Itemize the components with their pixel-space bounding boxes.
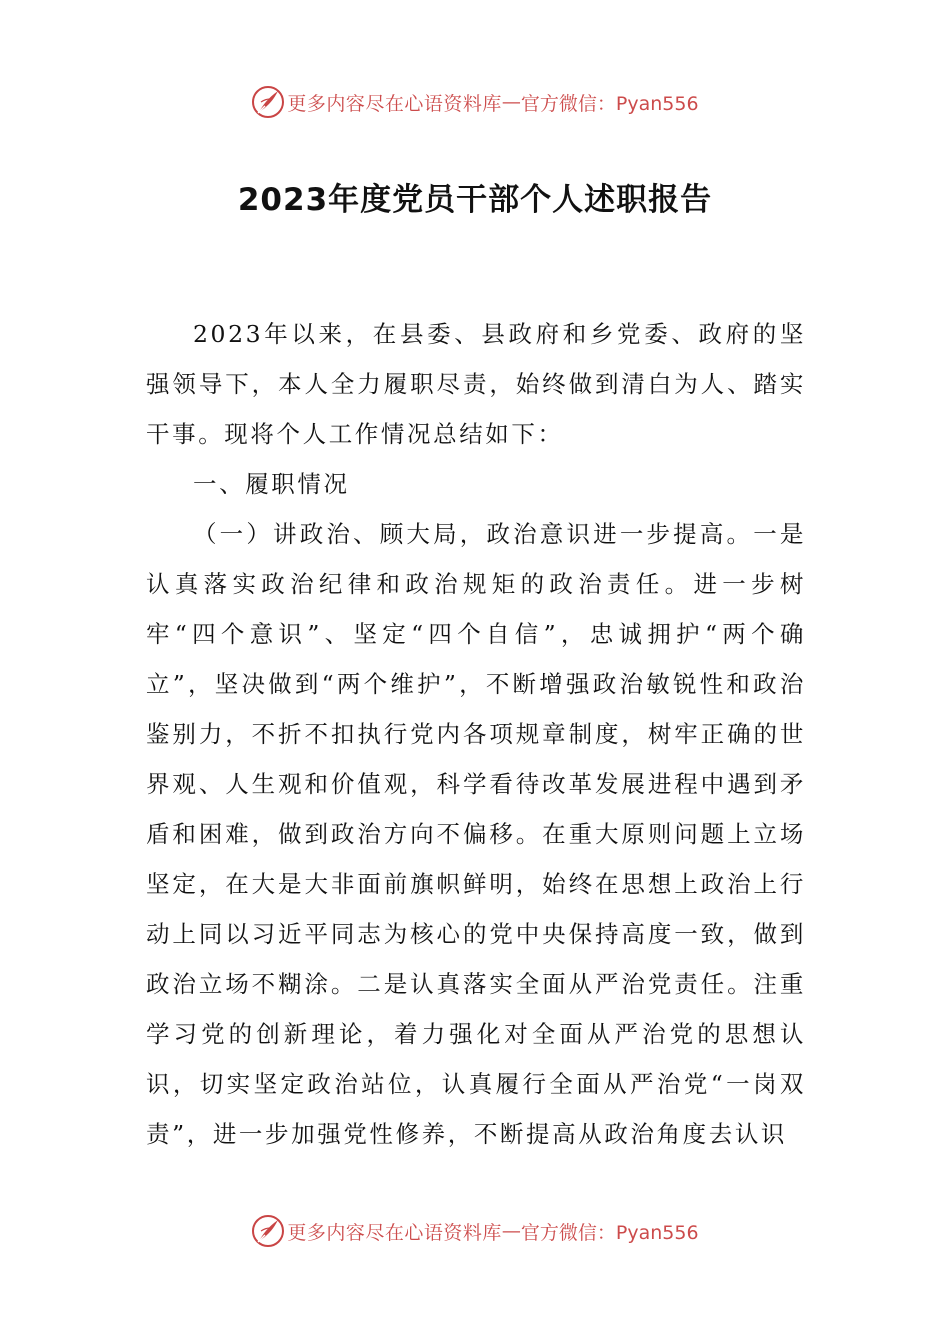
watermark-text: 更多内容尽在心语资料库 — [287, 92, 502, 115]
paragraph-intro: 2023年以来，在县委、县政府和乡党委、政府的坚强领导下，本人全力履职尽责，始终做到清白为人、踏实干事。现将个人工作情况总结如下： — [146, 320, 806, 448]
footer-watermark — [0, 1211, 950, 1251]
quill-logo-icon — [251, 1214, 285, 1248]
header-watermark — [0, 82, 950, 122]
quill-logo-icon — [251, 85, 285, 119]
section-heading: 一、履职情况 — [193, 470, 350, 498]
watermark-contact: 官方微信：Pyan556 — [520, 92, 699, 115]
watermark-separator: — — [501, 1220, 521, 1242]
watermark-separator: — — [501, 91, 521, 113]
paragraph-political: （一）讲政治、顾大局，政治意识进一步提高。一是认真落实政治纪律和政治规矩的政治责任。进一步树牢“四个意识”、坚定“四个自信”，忠诚拥护“两个确立”，坚决做到“两个维护”，不断增强政治敏锐性和政治鉴别力，不折不扣执行党内各项规章制度，树牢正确的世界观、人生观和价值观，科学看待改革发展进程中遇到矛盾和困难，做到政治方向不偏移。在重大原则问题上立场坚定，在大是大非面前旗帜鲜明，始终在思想上政治上行动上同以习近平同志为核心的党中央保持高度一致，做到政治立场不糊涂。二是认真落实全面从严治党责任。注重学习党的创新理论，着力强化对全面从严治党的思想认识，切实坚定政治站位，认真履行全面从严治党“一岗双责”，进一步加强党性修养，不断提高从政治角度去认识 — [146, 520, 806, 1148]
watermark-contact: 官方微信：Pyan556 — [520, 1221, 699, 1244]
document-body — [146, 309, 806, 1159]
document-title: 2023年度党员干部个人述职报告 — [237, 182, 713, 218]
watermark-text: 更多内容尽在心语资料库 — [287, 1221, 502, 1244]
